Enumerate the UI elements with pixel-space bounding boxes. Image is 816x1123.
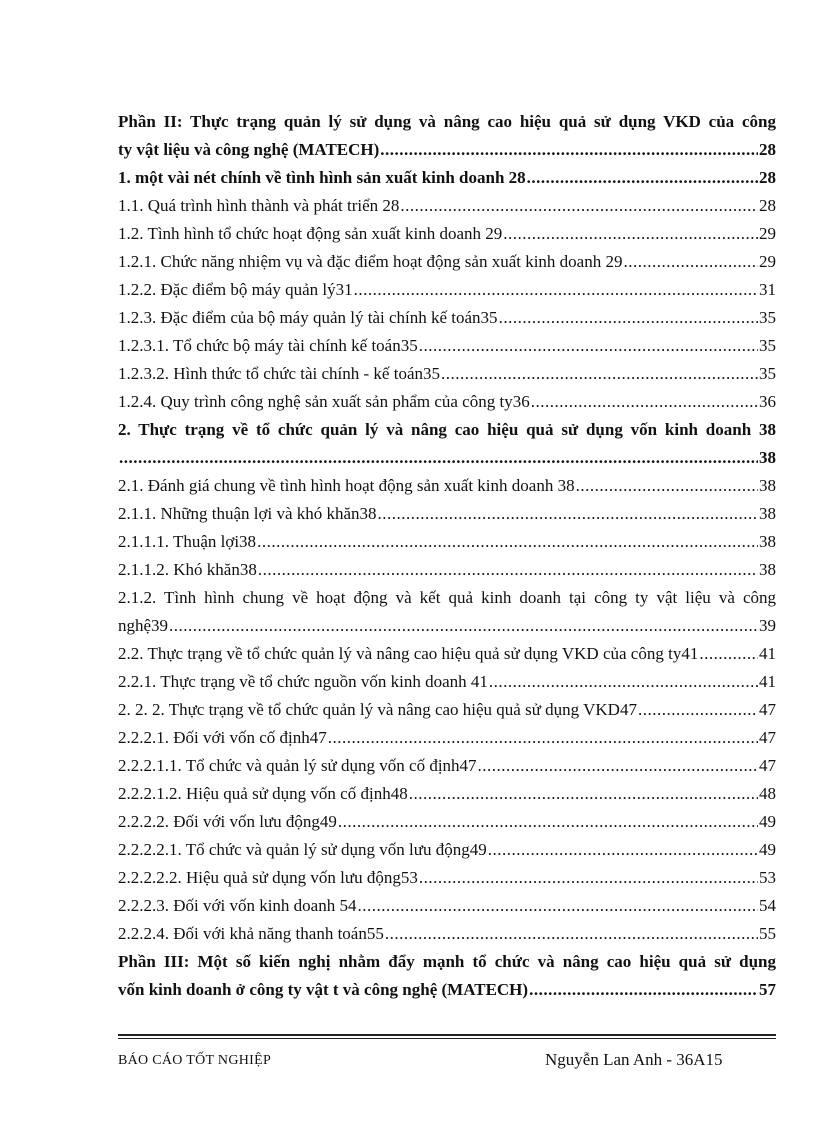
toc-entry-title: 2.1.1.1. Thuận lợi38	[118, 532, 257, 551]
toc-leader-dots	[529, 976, 758, 1004]
toc-page-number: 41	[759, 644, 776, 663]
toc-page-number: 38	[759, 504, 776, 523]
toc-entry-title: 2.2.2.4. Đối với khả năng thanh toán55	[118, 924, 384, 943]
toc-entry[interactable]	[118, 640, 776, 668]
toc-entry-title: 1.2.1. Chức năng nhiệm vụ và đặc điểm hoạt động sản xuất kinh doanh 29	[118, 252, 623, 271]
toc-entry[interactable]	[118, 892, 776, 920]
toc-leader-dots	[503, 220, 758, 248]
toc-leader-dots	[400, 192, 758, 220]
toc-leader-dots	[489, 668, 758, 696]
toc-entry[interactable]	[118, 192, 776, 220]
toc-leader-dots	[531, 388, 758, 416]
toc-entry[interactable]	[118, 360, 776, 388]
toc-page-number: 38	[759, 476, 776, 495]
toc-leader-dots	[478, 752, 758, 780]
toc-entry-title-line: 2.1.2. Tình hình chung về hoạt động và kết quả kinh doanh tại công ty vật liệu và công	[118, 588, 776, 607]
toc-entry[interactable]	[118, 752, 776, 780]
toc-entry-title-line: Phần II: Thực trạng quản lý sử dụng và nâng cao hiệu quả sử dụng VKD của công	[118, 112, 776, 131]
toc-entry-title: 1. một vài nét chính về tình hình sản xuất kinh doanh 28	[118, 168, 526, 187]
toc-leader-dots	[638, 696, 758, 724]
toc-entry-title: 1.2. Tình hình tổ chức hoạt động sản xuất kinh doanh 29	[118, 224, 503, 243]
toc-entry[interactable]	[118, 808, 776, 836]
toc-entry-title: 1.2.3. Đặc điểm của bộ máy quản lý tài chính kế toán35	[118, 308, 498, 327]
toc-page-number: 28	[759, 140, 776, 159]
toc-entry[interactable]	[118, 920, 776, 948]
toc-page-number: 35	[759, 364, 776, 383]
toc-page-number: 31	[759, 280, 776, 299]
toc-page-number: 57	[759, 980, 776, 999]
toc-entry-title: 2.2.2.2.1. Tổ chức và quản lý sử dụng vốn lưu động49	[118, 840, 487, 859]
toc-leader-dots	[169, 612, 758, 640]
toc-leader-dots	[409, 780, 758, 808]
toc-entry[interactable]	[118, 836, 776, 864]
toc-leader-dots	[357, 892, 758, 920]
toc-leader-dots	[328, 724, 758, 752]
toc-leader-dots	[385, 920, 758, 948]
toc-page-number: 41	[759, 672, 776, 691]
toc-entry[interactable]	[118, 556, 776, 584]
toc-page-number: 35	[759, 336, 776, 355]
toc-leader-dots	[623, 248, 758, 276]
toc-entry[interactable]	[118, 388, 776, 416]
toc-entry[interactable]	[118, 304, 776, 332]
toc-leader-dots	[380, 136, 758, 164]
toc-page-number: 38	[759, 448, 776, 467]
toc-entry-title: 2.2.2.1.2. Hiệu quả sử dụng vốn cố định48	[118, 784, 408, 803]
toc-entry-title: 2.1.1. Những thuận lợi và khó khăn38	[118, 504, 377, 523]
toc-page-number: 38	[759, 532, 776, 551]
toc-page-number: 38	[759, 560, 776, 579]
footer-report-title: BÁO CÁO TỐT NGHIỆP	[118, 1053, 272, 1068]
toc-entry-title: 2.2.2.2. Đối với vốn lưu động49	[118, 812, 337, 831]
toc-entry-title-line: vốn kinh doanh ở công ty vật t và công nghệ (MATECH)	[118, 980, 529, 999]
toc-entry-title-line: nghệ39	[118, 616, 169, 635]
toc-page-number: 29	[759, 224, 776, 243]
footer-divider-thin	[118, 1038, 776, 1039]
toc-leader-dots	[419, 332, 758, 360]
toc-entry[interactable]	[118, 584, 776, 640]
toc-leader-dots	[488, 836, 758, 864]
toc-leader-dots	[119, 444, 758, 472]
toc-page-number: 47	[759, 756, 776, 775]
toc-leader-dots	[419, 864, 758, 892]
toc-leader-dots	[441, 360, 758, 388]
toc-entry-title: 2.1.1.2. Khó khăn38	[118, 560, 257, 579]
toc-leader-dots	[378, 500, 758, 528]
toc-page-number: 49	[759, 812, 776, 831]
toc-entry-title: 2. 2. 2. Thực trạng về tổ chức quản lý và nâng cao hiệu quả sử dụng VKD47	[118, 700, 637, 719]
toc-leader-dots	[354, 276, 758, 304]
toc-entry[interactable]	[118, 724, 776, 752]
toc-leader-dots	[258, 556, 758, 584]
toc-entry-title: 2.2.2.2.2. Hiệu quả sử dụng vốn lưu động53	[118, 868, 418, 887]
toc-entry-title-line: Phần III: Một số kiến nghị nhằm đẩy mạnh tổ chức và nâng cao hiệu quả sử dụng	[118, 952, 776, 971]
toc-entry[interactable]	[118, 864, 776, 892]
toc-entry[interactable]	[118, 780, 776, 808]
toc-entry[interactable]	[118, 416, 776, 472]
toc-entry[interactable]	[118, 220, 776, 248]
toc-entry[interactable]	[118, 108, 776, 164]
toc-leader-dots	[699, 640, 758, 668]
toc-entry[interactable]	[118, 696, 776, 724]
toc-entry[interactable]	[118, 668, 776, 696]
toc-entry-title: 1.1. Quá trình hình thành và phát triển 28	[118, 196, 400, 215]
footer-divider	[118, 1034, 776, 1036]
toc-entry-title-line: 2. Thực trạng về tổ chức quản lý và nâng cao hiệu quả sử dụng vốn kinh doanh 38	[118, 420, 776, 439]
toc-entry[interactable]	[118, 528, 776, 556]
toc-page-number: 53	[759, 868, 776, 887]
toc-leader-dots	[527, 164, 758, 192]
toc-entry-title: 2.2. Thực trạng về tổ chức quản lý và nâng cao hiệu quả sử dụng VKD của công ty41	[118, 644, 699, 663]
toc-page-number: 49	[759, 840, 776, 859]
toc-entry-title: 1.2.4. Quy trình công nghệ sản xuất sản phẩm của công ty36	[118, 392, 530, 411]
toc-entry-title: 2.1. Đánh giá chung về tình hình hoạt động sản xuất kinh doanh 38	[118, 476, 575, 495]
toc-entry-title: 2.2.1. Thực trạng về tổ chức nguồn vốn kinh doanh 41	[118, 672, 488, 691]
toc-page-number: 54	[759, 896, 776, 915]
toc-leader-dots	[338, 808, 758, 836]
toc-entry[interactable]	[118, 500, 776, 528]
toc-entry[interactable]	[118, 164, 776, 192]
toc-entry[interactable]	[118, 332, 776, 360]
toc-page-number: 55	[759, 924, 776, 943]
toc-page-number: 35	[759, 308, 776, 327]
toc-entry-title: 1.2.3.2. Hình thức tổ chức tài chính - kế toán35	[118, 364, 440, 383]
toc-page-number: 29	[759, 252, 776, 271]
toc-page-number: 39	[759, 616, 776, 635]
footer-author: Nguyễn Lan Anh - 36A15	[545, 1050, 723, 1069]
toc-page-number: 47	[759, 728, 776, 747]
toc-entry-title: 2.2.2.1. Đối với vốn cố định47	[118, 728, 327, 747]
toc-leader-dots	[257, 528, 758, 556]
toc-entry-title: 2.2.2.1.1. Tổ chức và quản lý sử dụng vốn cố định47	[118, 756, 477, 775]
toc-page-number: 28	[759, 168, 776, 187]
toc-entry[interactable]	[118, 276, 776, 304]
toc-page-number: 36	[759, 392, 776, 411]
table-of-contents	[118, 108, 776, 1004]
toc-entry-title-line: ty vật liệu và công nghệ (MATECH)	[118, 140, 380, 159]
toc-page-number: 48	[759, 784, 776, 803]
toc-leader-dots	[499, 304, 758, 332]
toc-entry-title: 1.2.3.1. Tổ chức bộ máy tài chính kế toán35	[118, 336, 418, 355]
toc-entry-title: 1.2.2. Đặc điểm bộ máy quản lý31	[118, 280, 353, 299]
toc-entry-title: 2.2.2.3. Đối với vốn kinh doanh 54	[118, 896, 357, 915]
toc-entry[interactable]	[118, 472, 776, 500]
toc-entry[interactable]	[118, 248, 776, 276]
toc-entry[interactable]	[118, 948, 776, 1004]
toc-page-number: 28	[759, 196, 776, 215]
toc-leader-dots	[576, 472, 758, 500]
toc-page-number: 47	[759, 700, 776, 719]
